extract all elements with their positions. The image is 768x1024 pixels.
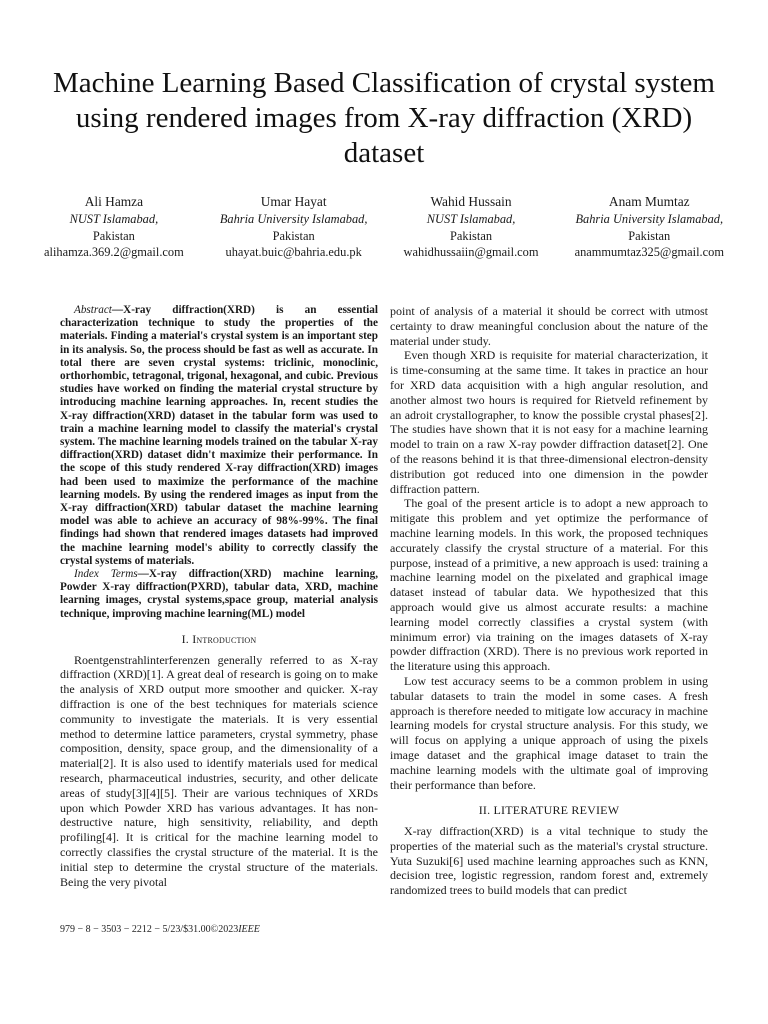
section-heading-literature-review <box>390 803 708 818</box>
author-affiliation: NUST Islamabad, <box>69 212 159 226</box>
author-2 <box>220 192 368 261</box>
section-number: II. <box>478 803 491 818</box>
index-terms-label: Index Terms <box>74 568 138 581</box>
author-affiliation: Bahria University Islamabad, <box>575 212 724 226</box>
intro-paragraph-4: Low test accuracy seems to be a common problem in using tabular datasets to train the model in some cases. A fresh approach is therefore needed to mitigate low accuracy in machine learning models for crystal structure analysis. For this study, we will focus on applying a unique approach of using the pixels image dataset and the graphical image dataset to train the machine learning models with the ultimate goal of improving their performance than before. <box>390 673 708 792</box>
abstract-paragraph <box>60 304 378 568</box>
section-title: LITERATURE REVIEW <box>493 803 620 818</box>
abstract <box>60 304 378 621</box>
left-column <box>60 304 378 889</box>
author-block <box>44 192 724 261</box>
paper-title: Machine Learning Based Classification of crystal system using rendered images from X-ray diffraction (XRD) dataset <box>53 67 715 169</box>
section-number: I. <box>181 631 190 646</box>
intro-paragraph-1: Roentgenstrahlinterferenzen generally referred to as X-ray diffraction (XRD)[1]. A great deal of research is going on to make the analysis of XRD output more smoother and quicker. X-ray diffraction is one of the best techniques for materials science community to investigate the materials. It is very essential method to determine lattice parameters, crystal symmetry, phase composition, density, space group, and the dimensionality of a material[2]. It is also used to identify materials used for medical research, pharmaceutical industries, security, and other delicate areas of study[3][4][5]. Their are various techniques of XRDs upon which Powder XRD has various advantages. It has non-destructive nature, high sensitivity, reliability, and depth profiling[4]. It is critical for the machine learning model to correctly classifies the crystal structure of the material. It is the initial step to determine the crystal structure of the materials. Being the very pivotal <box>60 652 378 889</box>
intro-paragraph-3: The goal of the present article is to adopt a new approach to mitigate this problem and yet optimize the performance of machine learning models. In this work, the proposed techniques accurately classify the crystal structure of a material. For this purpose, instead of a primitive, a new approach is used: training a machine learning model on the pixelated and graphical image dataset instead of tabular data. We hypothesized that this approach would give us almost accurate results: a machine learning model correctly classifies a crystal system (with minimum error) via training on the images datasets of X-ray powder diffraction (XRD). There is no previous work reported in the literature using this approach. <box>390 496 708 674</box>
index-terms-text: —X-ray diffraction(XRD) machine learning, Powder X-ray diffraction(PXRD), tabular data, XRD, machine learning images, crystal systems,space group, material analysis technique, improving machine learning(ML) model <box>60 568 378 620</box>
literature-paragraph-1: X-ray diffraction(XRD) is a vital technique to study the properties of the material such as the material's crystal structure. Yuta Suzuki[6] used machine learning approaches such as KNN, decision tree, logistic regression, random forest and, extremely randomized trees to build models that can predict <box>390 824 708 898</box>
right-column <box>390 304 708 898</box>
author-email: wahidhussaiin@gmail.com <box>403 245 539 259</box>
intro-paragraph-1-continued: point of analysis of a material it should be correct with utmost certainty to draw meaningful conclusion about the nature of the material under study. <box>390 304 708 348</box>
author-country: Pakistan <box>628 228 671 243</box>
copyright-publisher: IEEE <box>238 924 260 935</box>
abstract-text: —X-ray diffraction(XRD) is an essential characterization technique to study the properties of the materials. Finding a material's crystal system is an important step in its analysis. So, the process should be fast as well as accurate. In total there are seven crystal systems: triclinic, monoclinic, orthorhombic, tetragonal, trigonal, hexagonal, and cubic. Previous studies have worked on finding the material crystal structure by introducing machine learning approaches. In, recent studies the X-ray diffraction(XRD) dataset in the tabular form was used to train a machine learning model to classify the material's crystal system. The machine learning models trained on the tabular X-ray diffraction(XRD) dataset didn't maximize their performance. In the scope of this study rendered X-ray diffraction(XRD) images had been used to maximize the performance of the machine learning models. By using the rendered images as input from the X-ray diffraction(XRD) tabular dataset the machine learning model was able to achieve an accuracy of 98%-99%. The final findings had shown that rendered images datasets had improved the machine learning model's ability to correctly classify the crystal systems of materials. <box>60 304 378 567</box>
author-name: Ali Hamza <box>84 194 144 209</box>
author-name: Anam Mumtaz <box>608 194 690 209</box>
author-email: uhayat.buic@bahria.edu.pk <box>225 245 362 259</box>
author-country: Pakistan <box>450 228 493 243</box>
author-4 <box>575 192 724 261</box>
intro-paragraph-2: Even though XRD is requisite for material characterization, it is time-consuming at the same time. It takes in practice an hour for XRD data acquisition with a high angular resolution, and another almost two hours is required for Rietveld refinement by an adroit crystallographer, to know the possible crystal phases[2]. The studies have shown that it is not easy for a machine learning model to train on a raw X-ray powder diffraction dataset[2]. One of the reasons behind it is that three-dimensional electron-density distribution got reduced into one dimension in the powder diffraction pattern. <box>390 348 708 496</box>
author-country: Pakistan <box>272 228 315 243</box>
author-email: anammumtaz325@gmail.com <box>574 245 724 259</box>
abstract-label: Abstract <box>74 304 112 316</box>
section-title: Introduction <box>192 631 257 646</box>
author-name: Umar Hayat <box>260 194 327 209</box>
author-country: Pakistan <box>92 228 135 243</box>
copyright-line <box>60 924 260 935</box>
author-name: Wahid Hussain <box>430 194 512 209</box>
author-affiliation: NUST Islamabad, <box>426 212 516 226</box>
section-heading-introduction <box>60 632 378 647</box>
author-1 <box>44 192 184 261</box>
author-3 <box>404 192 539 261</box>
author-affiliation: Bahria University Islamabad, <box>219 212 368 226</box>
author-email: alihamza.369.2@gmail.com <box>44 245 184 259</box>
copyright-text: 979 − 8 − 3503 − 2212 − 5/23/$31.00©2023 <box>60 924 239 935</box>
index-terms-paragraph <box>60 568 378 621</box>
